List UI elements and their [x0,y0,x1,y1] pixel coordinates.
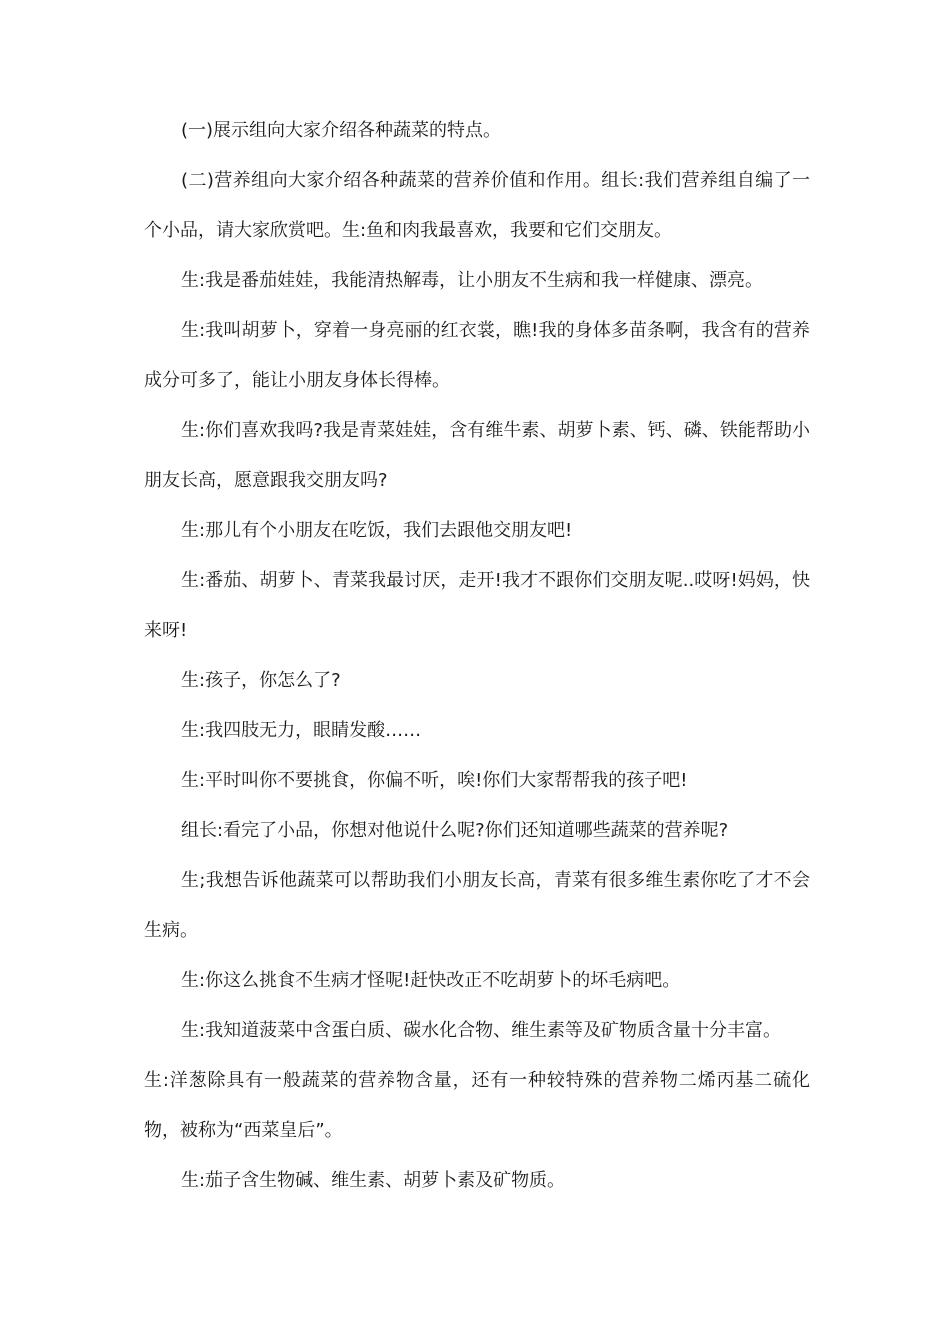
paragraph: 生:茄子含生物碱、维生素、胡萝卜素及矿物质。 [181,1170,566,1191]
paragraph: 生:我四肢无力，眼睛发酸…… [181,720,422,741]
paragraph: (一)展示组向大家介绍各种蔬菜的特点。 [181,120,502,141]
paragraph: 生:洋葱除具有一般蔬菜的营养物含量，还有一种较特殊的营养物二烯丙基二硫化物，被称为“西菜皇后”。 [144,1070,810,1141]
paragraph: (二)营养组向大家介绍各种蔬菜的营养价值和作用。组长:我们营养组自编了一个小品，请大家欣赏吧。生:鱼和肉我最喜欢，我要和它们交朋友。 [144,170,810,241]
paragraph: 生:我是番茄娃娃，我能清热解毒，让小朋友不生病和我一样健康、漂亮。 [181,270,764,291]
paragraph: 生:你们喜欢我吗?我是青菜娃娃，含有维牛素、胡萝卜素、钙、磷、铁能帮助小朋友长高，愿意跟我交朋友吗? [144,420,810,491]
paragraph: 生:我知道菠菜中含蛋白质、碳水化合物、维生素等及矿物质含量十分丰富。 [181,1020,782,1041]
paragraph: 生:番茄、胡萝卜、青菜我最讨厌，走开!我才不跟你们交朋友呢..哎呀!妈妈，快来呀! [144,570,810,641]
paragraph: 生:孩子，你怎么了? [181,670,341,691]
paragraph: 生:那儿有个小朋友在吃饭，我们去跟他交朋友吧! [181,520,573,541]
paragraph: 生:你这么挑食不生病才怪呢!赶快改正不吃胡萝卜的坏毛病吧。 [181,970,681,991]
document-body [144,106,810,1206]
paragraph: 生:我叫胡萝卜，穿着一身亮丽的红衣裳，瞧!我的身体多苗条啊，我含有的营养成分可多了，能让小朋友身体长得棒。 [144,320,810,391]
paragraph: 组长:看完了小品，你想对他说什么呢?你们还知道哪些蔬菜的营养呢? [181,820,729,841]
paragraph: 生:平时叫你不要挑食，你偏不听，唉!你们大家帮帮我的孩子吧! [181,770,688,791]
paragraph: 生;我想告诉他蔬菜可以帮助我们小朋友长高，青菜有很多维生素你吃了才不会生病。 [144,870,810,941]
